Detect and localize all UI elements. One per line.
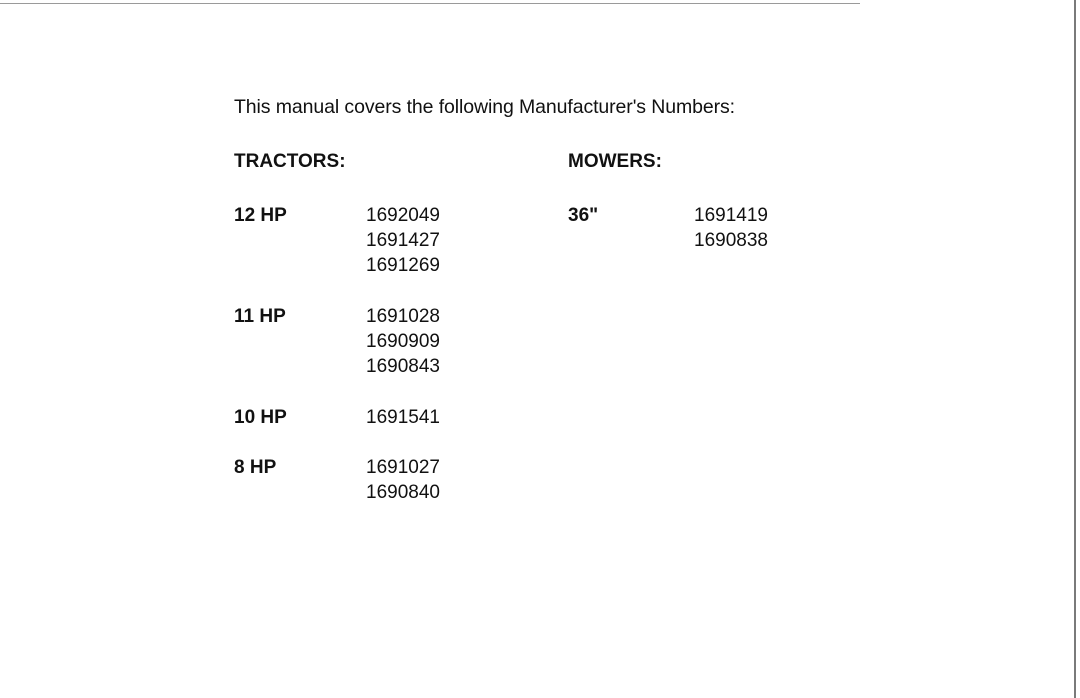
mower-size-label: 36" bbox=[568, 205, 599, 226]
tractor-number-list bbox=[366, 203, 440, 278]
manufacturer-number: 1690909 bbox=[366, 331, 440, 352]
manufacturer-number: 1690843 bbox=[366, 356, 440, 377]
manufacturer-number: 1691028 bbox=[366, 306, 440, 327]
mowers-heading: MOWERS: bbox=[568, 151, 662, 172]
manufacturer-number: 1691419 bbox=[694, 205, 768, 226]
mower-number-list bbox=[694, 203, 768, 253]
top-border-rule bbox=[0, 3, 860, 4]
tractor-number-list bbox=[366, 405, 440, 430]
manufacturer-number: 1691541 bbox=[366, 407, 440, 428]
manufacturer-number: 1691027 bbox=[366, 457, 440, 478]
manufacturer-number: 1692049 bbox=[366, 205, 440, 226]
intro-text: This manual covers the following Manufacturer's Numbers: bbox=[234, 96, 736, 118]
tractor-hp-label: 8 HP bbox=[234, 457, 277, 478]
tractor-number-list bbox=[366, 304, 440, 379]
tractor-hp-label: 10 HP bbox=[234, 407, 287, 428]
tractor-hp-label: 12 HP bbox=[234, 205, 287, 226]
tractors-heading: TRACTORS: bbox=[234, 151, 346, 172]
manufacturer-number: 1691427 bbox=[366, 230, 440, 251]
manufacturer-number: 1690838 bbox=[694, 230, 768, 251]
tractor-number-list bbox=[366, 455, 440, 505]
right-border-rule bbox=[1074, 0, 1076, 698]
manufacturer-number: 1691269 bbox=[366, 255, 440, 276]
tractor-hp-label: 11 HP bbox=[234, 306, 286, 327]
manufacturer-number: 1690840 bbox=[366, 482, 440, 503]
